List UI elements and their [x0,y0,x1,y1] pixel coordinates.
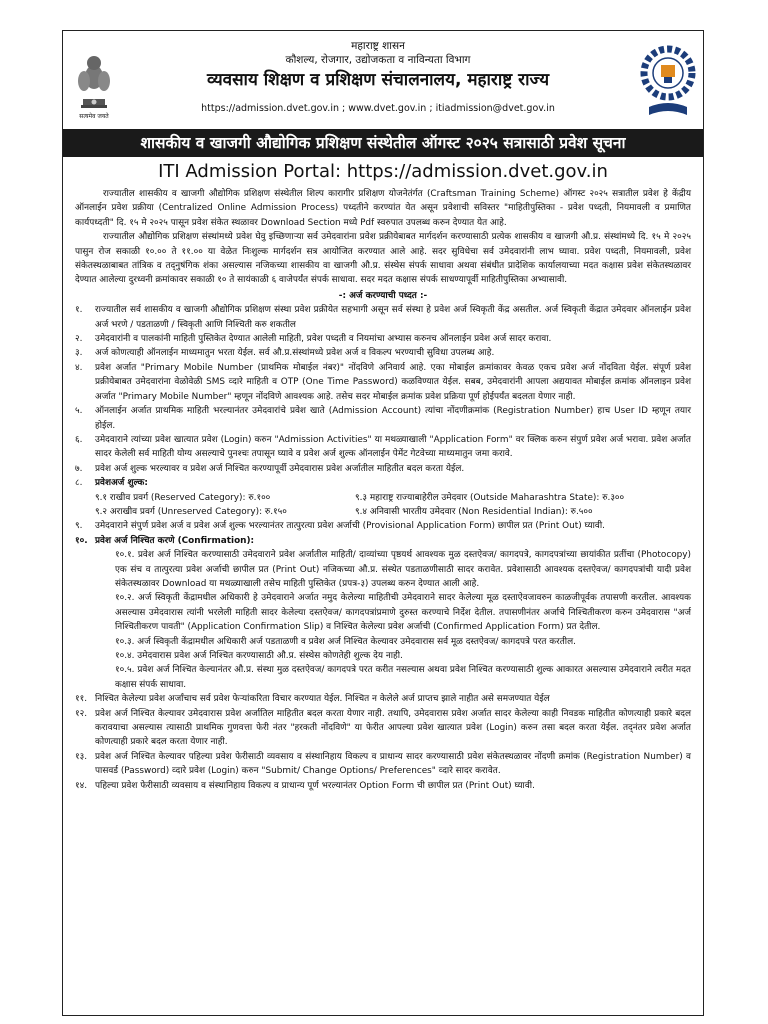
item-text: प्रवेश अर्ज शुल्क भरल्यावर व प्रवेश अर्ज निश्चित करण्यापूर्वी उमेदवारास प्रवेश अर्जातील माहितीत बदल करता येईल. [95,463,465,474]
item-number: १२. [75,708,88,719]
list-item [75,433,691,462]
confirmation-item [75,534,691,548]
fees-table [75,491,691,520]
list-item [75,462,691,476]
item-text: पहिल्या प्रवेश फेरीसाठी व्यवसाय व संस्थानिहाय विकल्प व प्राधान्य पूर्ण भरल्यानंतर Option Form ची छापील प्रत (Print Out) घ्यावी. [95,780,535,791]
list-item [75,303,691,332]
item-number: ३. [75,348,83,359]
item-number: २. [75,334,83,345]
guidance-paragraph: राज्यातील औद्योगिक प्रशिक्षण संस्थांमध्ये प्रवेश घेवु इच्छिणाऱ्या सर्व उमेदवारांना प्रवेश प्रक्रीयेबाबत मार्गदर्शन करण्यासाठी प्रत्येक शासकीय व खाजगी औ.प्र. संस्थांमध्ये दि. १५ मे २०२५ पासुन रोज सकाळी १०.०० ते ११.०० या वेळेत निःशुल्क मार्गदर्शन सत्र आयोजित करण्यात आले आहे. सदर सुविधेचा सर्व उमेदवारांनी लाभ घ्यावा. प्रवेश पध्दती, नियमावली, प्रवेश संकेतस्थळाबाबत तांत्रिक व तद्नुषंगिक शंका असल्यास नजिकच्या शासकीय वा खाजगी औ.प्र. संस्थेस संपर्क साधावा अथवा संबंधीत प्रादेशिक कार्यालयाच्या मदत कक्षास प्रवेश संकेतस्थळावर देण्यात आलेल्या दुरध्वनी क्रमांकावर सकाळी १० ते सायंकाळी ६ वाजेपर्यंत संपर्क साधावा. सदर मदत कक्षास संपर्क साधण्यापूर्वी माहितीपुस्तिका अभ्यासावी. [75,232,691,286]
item-text: उमेदवाराने त्यांच्या प्रवेश खात्यात प्रवेश (Login) करुन "Admission Activities" या मथळ्याखाली "Application Form" वर क्लिक करुन संपुर्ण प्रवेश अर्ज भरावा. प्रवेश अर्जात सादर केलेली सर्व माहिती योग्य असल्याचे पुनश्चः तपासून घ्यावे व प्रवेश अर्ज शुल्क ऑनलाईन पेमेंट गेटवेच्या माध्यमातुन जमा करावे. [95,434,691,460]
item-number: ५. [75,406,83,417]
item-number: ९. [75,521,83,532]
government-name: महाराष्ट्र शासन [351,40,405,52]
sub-item [75,591,691,634]
sub-item [75,635,691,649]
list-item [75,692,691,706]
item-number: १४. [75,780,88,791]
item-number: ६. [75,434,83,445]
list-item [75,404,691,433]
portal-url: ITI Admission Portal: https://admission.dvet.gov.in [158,161,608,182]
list-item [75,707,691,750]
fee-nri: ९.४ अनिवासी भारतीय उमेदवार (Non Residential Indian): रु.५०० [355,506,593,517]
sub-item [75,548,691,591]
item-text: उमेदवारांनी व पालकांनी माहिती पुस्तिकेत देण्यात आलेली माहिती, प्रवेश पध्दती व नियमांचा अभ्यास करुनच ऑनलाईन प्रवेश अर्ज सादर करावा. [95,334,552,345]
item-number: १३. [75,751,88,762]
fee-outside-state: ९.३ महाराष्ट्र राज्याबाहेरील उमेदवार (Outside Maharashtra State): रु.३०० [355,492,625,503]
dvet-logo-icon [637,41,699,121]
notice-body [63,187,703,793]
sub-item-text: १०.४. उमेदवारास प्रवेश अर्ज निश्चित करण्यासाठी औ.प्र. संस्थेस कोणतेही शुल्क देय नाही. [115,651,403,661]
letterhead-text [123,39,633,117]
sub-item-text: १०.३. अर्ज स्विकृती केंद्रामधील अधिकारी अर्ज पडताळणी व प्रवेश अर्ज निश्चित केल्यावर उमेदवारास सर्व मूळ दस्तऐवज/ कागदपत्रे परत करतील. [115,636,576,647]
sub-item-text: १०.५. प्रवेश अर्ज निश्चित केल्यानंतर औ.प्र. संस्था मुळ दस्तऐवज/ कागदपत्रे परत करीत नसल्यास अथवा प्रवेश निश्चित करण्यासाठी शुल्क आकारत असल्यास उमेदवाराने त्वरीत मदत कक्षास संपर्क साधावा. [115,665,691,690]
fee-unreserved: ९.२ अराखीव प्रवर्ग (Unreserved Category): रु.१५० [95,506,287,517]
list-item [75,750,691,779]
item-number: ११. [75,694,88,705]
state-emblem-icon [69,39,119,127]
list-item [75,361,691,404]
emblem-motto: सत्यमेव जयते [79,113,109,120]
contact-links: https://admission.dvet.gov.in ; www.dvet.gov.in ; itiadmission@dvet.gov.in [201,103,555,114]
sub-item [75,649,691,663]
confirmation-title-en: (Confirmation): [174,535,255,546]
item-text: प्रवेश अर्ज निश्चित केल्यावर पहिल्या प्रवेश फेरीसाठी व्यवसाय व संस्थानिहाय विकल्प व प्राधान्य सादर करण्यासाठी प्रवेश संकेतस्थळावर नोंदणी क्रमांक (Registration Number) व पासवर्ड (Password) व्दारे प्रवेश (Login) करुन "Submit/ Change Options/ Preferences" व्दारे सादर करावेत. [95,751,691,777]
sub-item [75,663,691,692]
list-item [75,779,691,793]
list-item [75,519,691,533]
letterhead [63,31,703,129]
item-number: ७. [75,463,83,474]
item-text: उमेदवाराने संपुर्ण प्रवेश अर्ज व प्रवेश अर्ज शुल्क भरल्यानंतर तात्पुरत्या प्रवेश अर्जाची (Provisional Application Form) छापील प्रत (Print Out) घ्यावी. [95,521,605,532]
fee-reserved: ९.१ राखीव प्रवर्ग (Reserved Category): रु.१०० [95,492,271,503]
item-text: अर्ज कोणत्याही ऑनलाईन माध्यमातुन भरता येईल. सर्व औ.प्र.संस्थांमध्ये प्रवेश अर्ज व विकल्प भरण्याची सुविधा उपलब्ध आहे. [95,348,495,359]
item-text: प्रवेश अर्जात "Primary Mobile Number (प्राथमिक मोबाईल नंबर)" नोंदविणे अनिवार्य आहे. एका मोबाईल क्रमांकावर केवळ एकच प्रवेश अर्ज नोंदविता येईल. संपूर्ण प्रवेश प्रक्रीयेबाबत उमेदवारांना वेळोवेळी SMS व्दारे माहिती व OTP (One Time Password) कळविण्यात येईल. सबब, उमेदवारांनी आपला अद्ययावत मोबाईल क्रमांक ऑनलाइन प्रवेश अर्जात "Primary Mobile Number" म्हणून नोंदविणे आवश्यक आहे. तसेच सदर मोबाईल क्रमांक प्रवेश प्रक्रिया पूर्ण होईपर्यंत बदलता येणार नाही. [95,362,691,402]
section-title: -: अर्ज करण्याची पध्दत :- [338,290,428,301]
item-text: निश्चित केलेल्या प्रवेश अर्जांचाच सर्व प्रवेश फेऱ्यांकरिता विचार करण्यात येईल. निश्चित न केलेले अर्ज प्राप्तच झाले नाहीत असे समजण्यात येईल [95,694,550,705]
item-number: ८. [75,478,83,489]
item-number: १०. [75,535,88,546]
list-item [75,332,691,346]
department-name: कौशल्य, रोजगार, उद्योजकता व नाविन्यता विभाग [285,54,471,66]
fees-item [75,476,691,490]
sub-item-text: १०.२. अर्ज स्विकृती केंद्रामधील अधिकारी हे उमेदवाराने अर्जात नमुद केलेल्या माहितीची उमेदवाराने सादर केलेल्या मूळ दस्ताऐवजावरुन काळजीपूर्वक तपासणी करतील. आवश्यक असल्यास उमेदवारास त्यांनी भरलेली माहिती सादर केलेल्या दस्तऐवज/ कागदपत्रांप्रमाणे दुरुस्त करण्याचे निर्देश देतील. तपासणीनंतर अर्जाचे निश्चितीकरण करुन उमेदवारास "अर्ज निश्चितीकरण पावती" (Application Confirmation Slip) व निश्चित केलेल्या प्रवेश अर्जाची (Confirmed Application Form) प्रत देतील. [115,593,691,633]
intro-paragraph: राज्यातील शासकीय व खाजगी औद्योगिक प्रशिक्षण संस्थेतील शिल्प कारागीर प्रशिक्षण योजनेतंर्गत (Craftsman Training Scheme) ऑगस्ट २०२५ सत्रातील प्रवेश हे केंद्रीय ऑनलाईन प्रवेश प्रक्रीया (Centralized Online Admission Process) पध्दतीने करण्यांत येत असून प्रवेशाची सविस्तर "माहितीपुस्तिका - प्रवेश पध्दती, नियमावली व प्रमाणित कार्यपध्दती" दि. १५ मे २०२५ पासून प्रवेश संकेत स्थळावर Download Section मध्ये Pdf स्वरुपात उपलब्ध करुन देण्यात येत आहे. [75,189,691,228]
directorate-name: व्यवसाय शिक्षण व प्रशिक्षण संचालनालय, महाराष्ट्र राज्य [206,70,550,90]
notice-page [62,30,704,1016]
item-text: ऑनलाईन अर्जात प्राथमिक माहिती भरल्यानंतर उमेदवारांचे प्रवेश खाते (Admission Account) त्यांचा नोंदणीक्रमांक (Registration Number) हाच User ID म्हणून तयार होईल. [95,406,691,431]
item-number: ४. [75,362,83,373]
item-text: प्रवेश अर्ज निश्चित केल्यावर उमेदवारास प्रवेश अर्जातिल माहितीत बदल करता येणार नाही. तथापि, उमेदवारास प्रवेश अर्जात सादर केलेल्या काही निवडक माहितीत कोणत्याही प्रकारे बदल करावयाचा असल्यास त्यासाठी प्राथमिक गुणवत्ता फेरी नंतर "हरकती नोंदविणे" या फेरीत आपल्या प्रवेश खात्यात प्रवेश (Login) करुन तसा बदल करता येईल. तद्नंतर प्रवेश अर्जात कोणत्याही प्रकारे बदल करता येणार नाही. [95,708,691,748]
fees-title: प्रवेशअर्ज शुल्क: [95,478,148,489]
list-item [75,346,691,360]
item-text: राज्यातील सर्व शासकीय व खाजगी औद्योगिक प्रशिक्षण संस्था प्रवेश प्रक्रीयेत सहभागी असून सर्व संस्था हे प्रवेश अर्ज स्विकृती केंद्र असतील. अर्ज स्विकृती केंद्रात उमेदवार ऑनलाईन प्रवेश अर्ज भरणे / पडताळणी / स्विकृती आणि निश्चिती करु शकतील [95,305,691,330]
sub-item-text: १०.१. प्रवेश अर्ज निश्चित करण्यासाठी उमेदवाराने प्रवेश अर्जातील माहिती/ दाव्यांच्या पृष्ठयर्थ आवश्यक मुळ दस्तऐवज/ कागदपत्रे, कागदपत्रांच्या छायांकीत प्रतींचा (Photocopy) एक संच व तात्पुरत्या प्रवेश अर्जाची छापील प्रत (Print Out) नजिकच्या औ.प्र. संस्थेत पडताळणीसाठी सादर करावेत. प्रवेशासाठी आवश्यक दस्तऐवज/ कागदपत्रांची यादी प्रवेश संकेतस्थळावर Download या मथळ्याखाली तसेच माहिती पुस्तिकेत (प्रपत्र-३) उपलब्ध करुन देण्यात आली आहे. [115,550,691,589]
item-number: १. [75,305,83,316]
notice-title-banner: शासकीय व खाजगी औद्योगिक प्रशिक्षण संस्थेतील ऑगस्ट २०२५ सत्रासाठी प्रवेश सूचना [63,129,703,157]
confirmation-title: प्रवेश अर्ज निश्चित करणे [95,535,175,546]
